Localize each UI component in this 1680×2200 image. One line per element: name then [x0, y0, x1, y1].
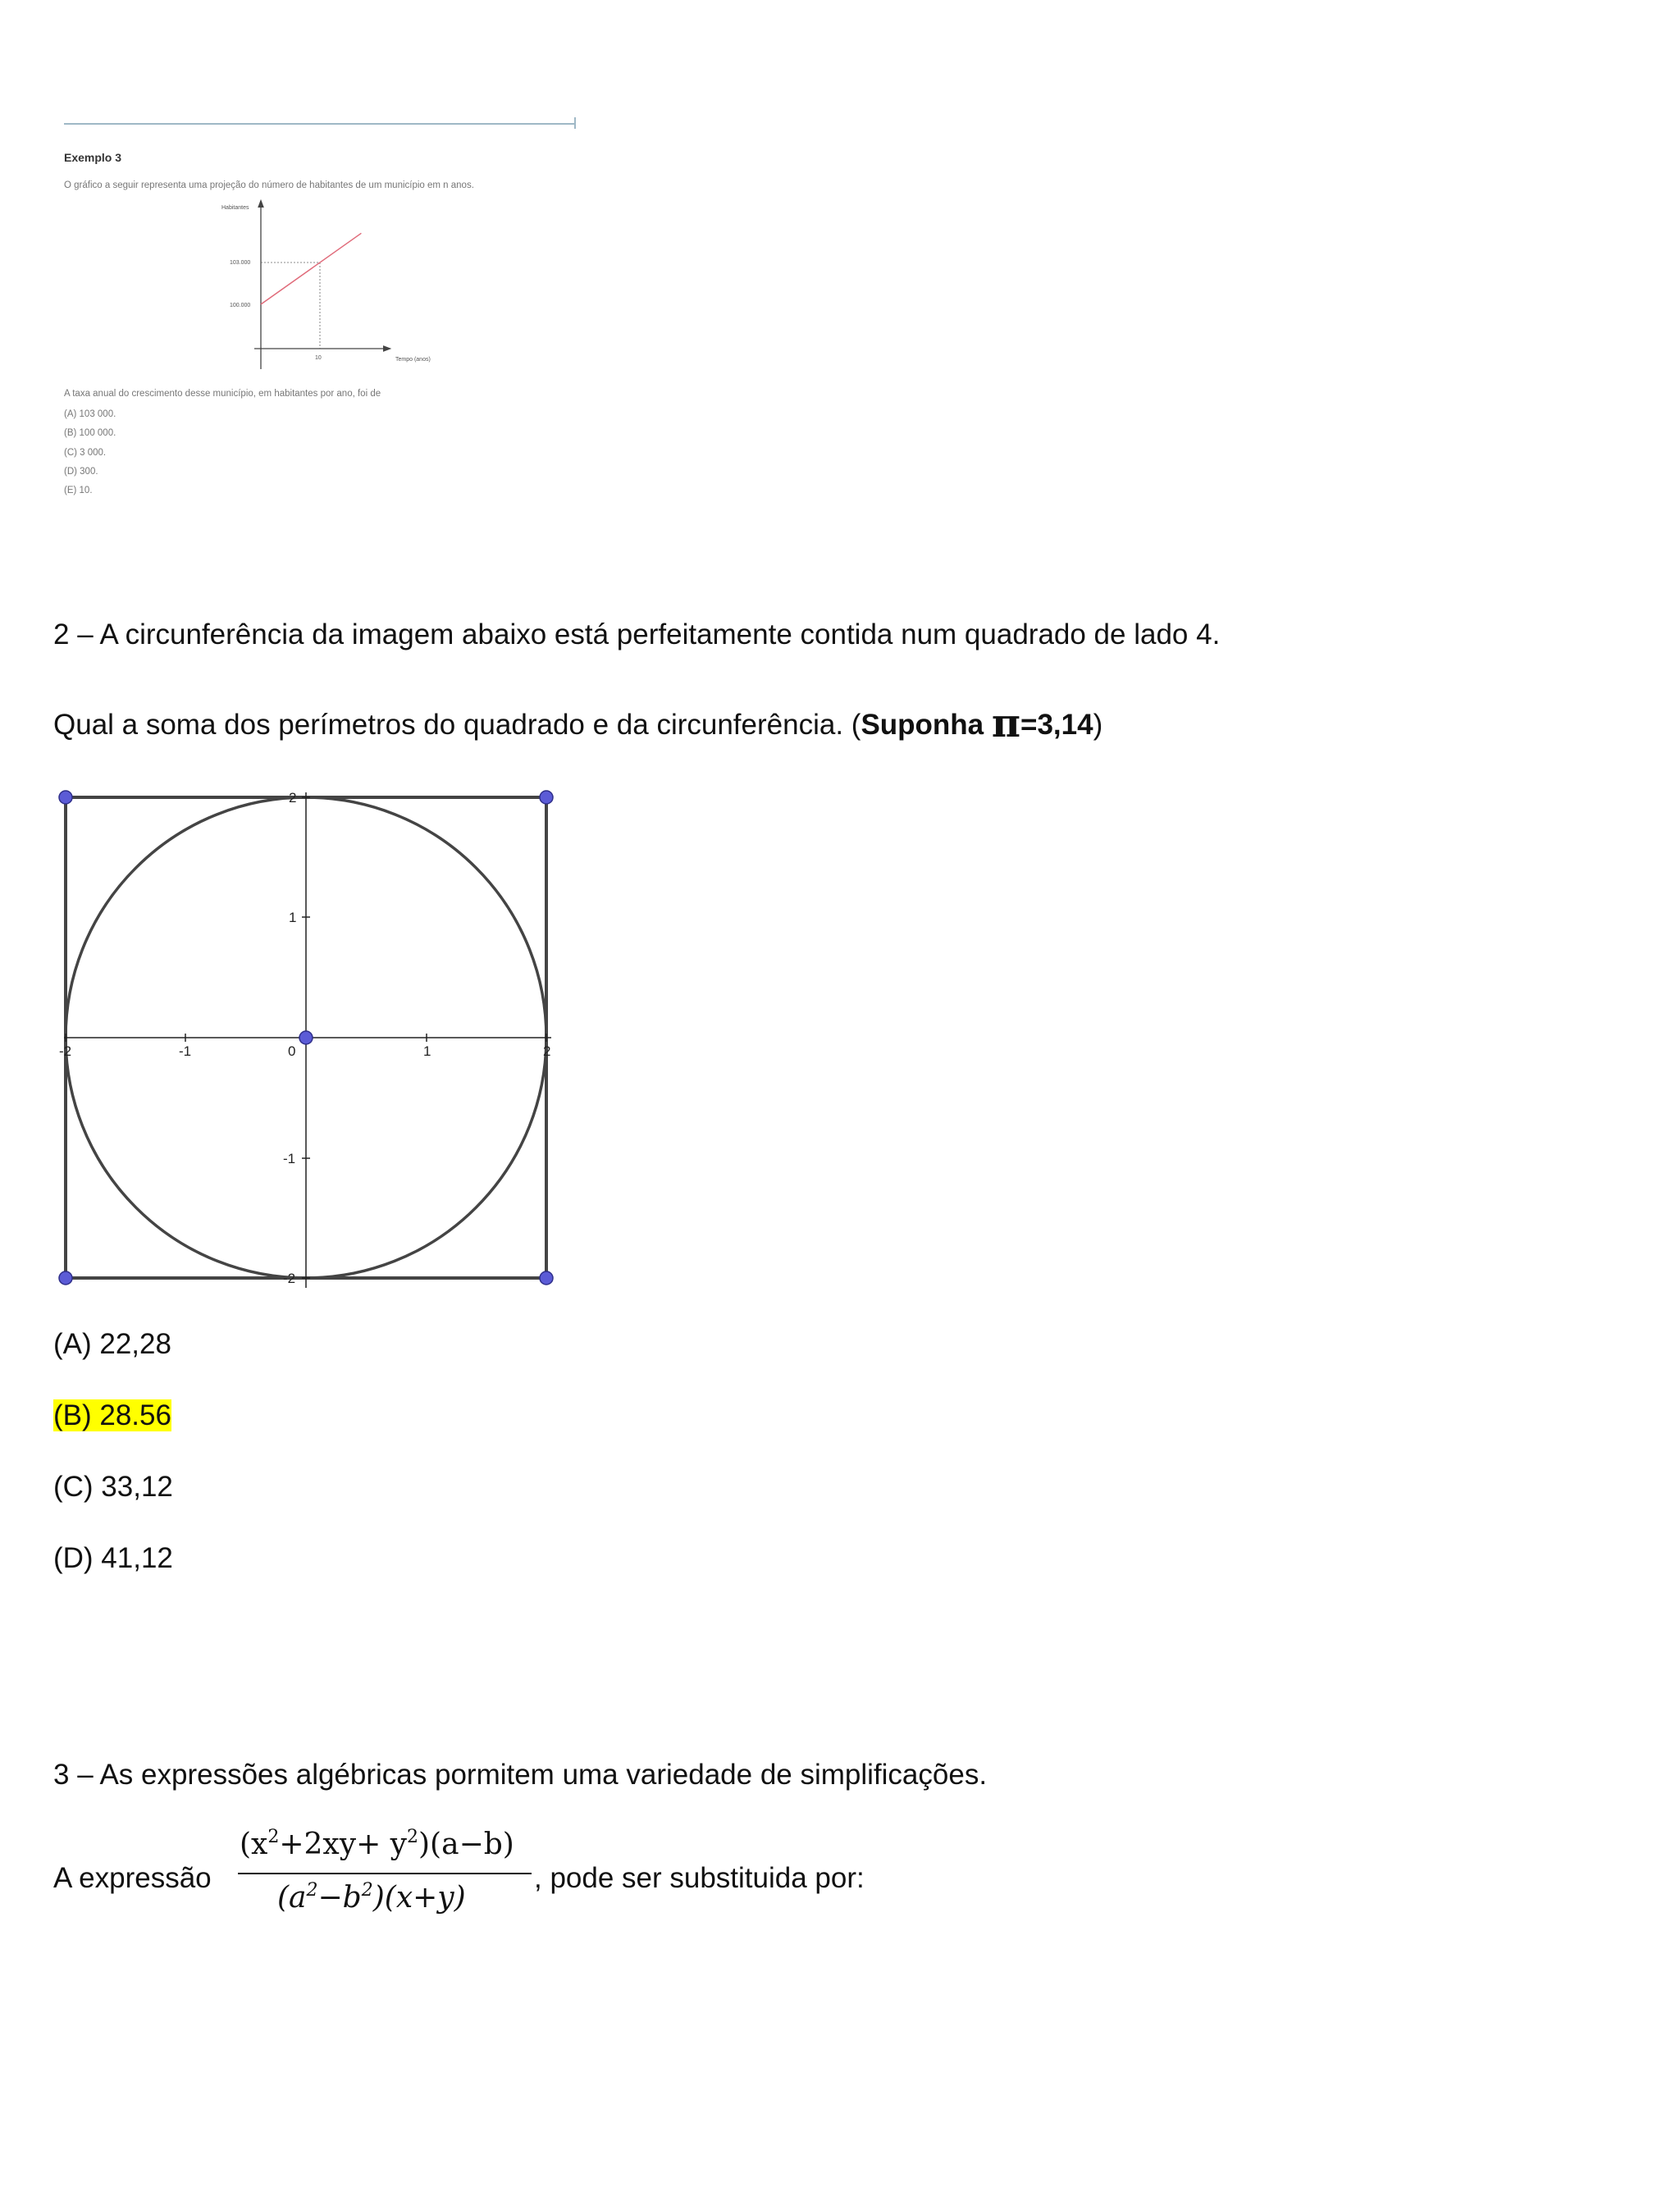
- corner-point[interactable]: [59, 1271, 72, 1285]
- x-tick-label: 0: [288, 1043, 296, 1059]
- example-title: Exemplo 3: [64, 151, 122, 164]
- fraction-denominator: [277, 1881, 466, 1915]
- q2-option-a: (A) 22,28: [53, 1328, 171, 1360]
- num-exp: 2: [267, 1827, 280, 1847]
- y-tick-label: -2: [283, 1271, 296, 1286]
- fraction-bar: [238, 1873, 532, 1874]
- den-part: )(x+y): [372, 1881, 466, 1915]
- q2-option-b-highlight: (B) 28.56: [53, 1399, 171, 1431]
- x-tick-label: -1: [179, 1043, 192, 1059]
- den-exp: 2: [306, 1880, 318, 1901]
- den-part: −b: [317, 1881, 362, 1915]
- example-option-d: (D) 300.: [64, 467, 98, 477]
- center-point[interactable]: [299, 1031, 313, 1044]
- q2-ask-bold: Suponha: [861, 709, 992, 741]
- example-option-b: (B) 100 000.: [64, 428, 116, 438]
- example-option-a: (A) 103 000.: [64, 409, 116, 419]
- corner-point[interactable]: [540, 791, 553, 804]
- q2-ask: [53, 701, 1103, 746]
- q2-ask-prefix: Qual a soma dos perímetros do quadrado e da circunferência. (: [53, 709, 861, 741]
- den-exp: 2: [361, 1880, 373, 1901]
- num-part: +2xy+ y: [279, 1828, 408, 1861]
- example-intro: O gráfico a seguir representa uma projeção do número de habitantes de um município em n anos.: [64, 180, 474, 190]
- num-part: (x: [240, 1828, 268, 1861]
- x-tick-label: 1: [423, 1043, 431, 1059]
- q2-option-d: (D) 41,12: [53, 1542, 173, 1574]
- chart-xtick: 10: [315, 355, 322, 361]
- example-question: A taxa anual do crescimento desse município, em habitantes por ano, foi de: [64, 389, 381, 399]
- x-tick-label: -2: [59, 1043, 72, 1059]
- q3-lead: A expressão: [53, 1862, 212, 1894]
- chart-ytick-high: 103.000: [230, 260, 251, 266]
- fraction-numerator: [240, 1828, 514, 1861]
- corner-point[interactable]: [59, 791, 72, 804]
- num-exp: 2: [407, 1827, 419, 1847]
- top-divider-end: [574, 117, 576, 129]
- example-option-c: (C) 3 000.: [64, 448, 107, 458]
- chart-ylabel: Habitantes: [221, 205, 249, 211]
- example-option-e: (E) 10.: [64, 486, 93, 495]
- corner-point[interactable]: [540, 1271, 553, 1285]
- y-tick-label: 1: [289, 910, 297, 925]
- q2-ask-value: =3,14: [1020, 709, 1093, 741]
- q2-option-b: [53, 1398, 171, 1434]
- q2-option-c: (C) 33,12: [53, 1471, 173, 1503]
- q3-trail: , pode ser substituida por:: [534, 1862, 865, 1894]
- circle-square-figure: [49, 778, 574, 1286]
- chart-ytick-low: 100.000: [230, 303, 251, 308]
- population-chart: [205, 197, 431, 369]
- pi-symbol: π: [991, 701, 1021, 746]
- y-tick-label: -1: [283, 1151, 296, 1166]
- y-tick-label: 2: [289, 790, 297, 806]
- top-divider: [64, 123, 574, 125]
- q2-statement: 2 – A circunferência da imagem abaixo está perfeitamente contida num quadrado de lado 4.: [53, 618, 1221, 650]
- den-part: (a: [277, 1881, 307, 1915]
- x-tick-label: 2: [543, 1043, 551, 1059]
- q2-ask-suffix: ): [1093, 709, 1103, 741]
- chart-xlabel: Tempo (anos): [395, 357, 431, 363]
- num-part: )(a−b): [418, 1828, 514, 1861]
- q3-statement: 3 – As expressões algébricas pormitem uma variedade de simplificações.: [53, 1759, 988, 1791]
- chart-series-line: [261, 233, 361, 304]
